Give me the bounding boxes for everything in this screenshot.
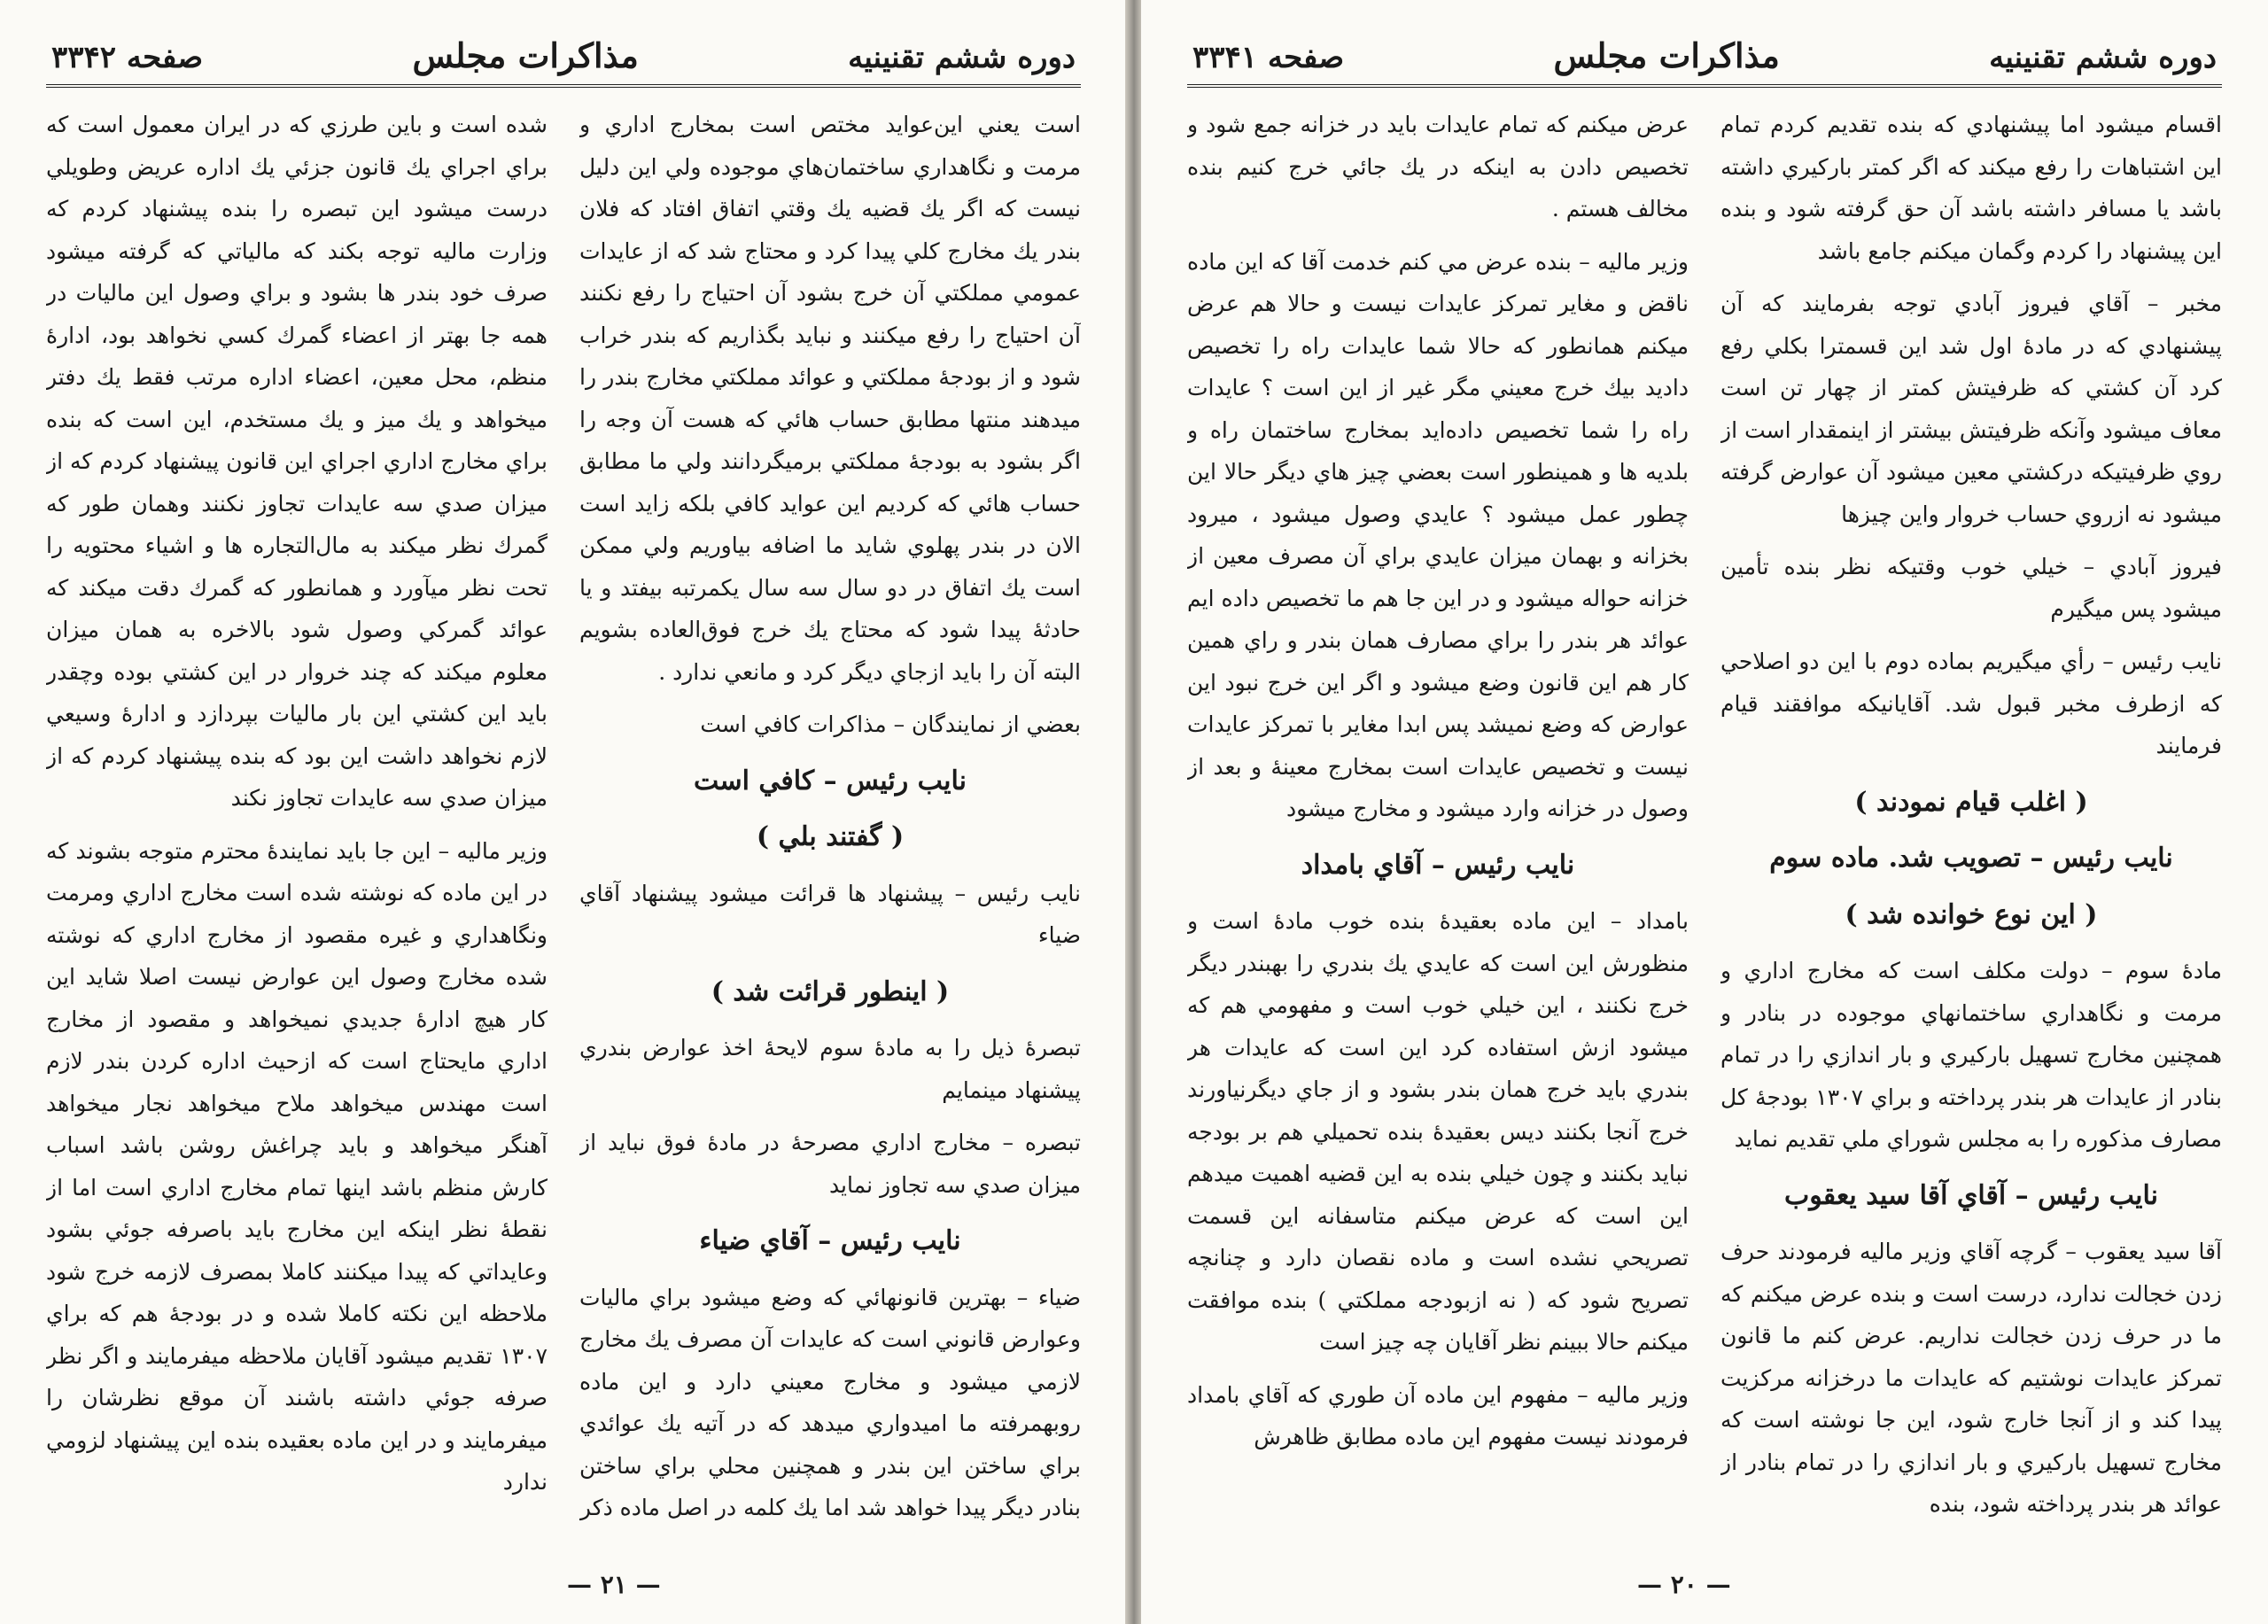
session-label: دوره ششم تقنينيه: [848, 40, 1076, 75]
paragraph: فيروز آبادي – خيلي خوب وقتيكه نظر بنده تأمين ميشود پس ميگيرم: [1720, 554, 2222, 622]
text-column-right: [1720, 104, 2222, 1566]
note-line: ( اينطور قرائت شد ): [711, 975, 950, 1007]
column-container: [1187, 104, 2222, 1566]
page-number: — ۲۱ —: [567, 1570, 661, 1599]
paragraph: عرض ميكنم كه تمام عايدات بايد در خزانه جمع شود و تخصيص دادن به اينكه در يك جائي خرج كنيم بنده مخالف هستم .: [1187, 112, 1689, 221]
note-line: ( اغلب قيام نمودند ): [1854, 786, 2088, 818]
header-title: مذاكرات مجلس: [1553, 35, 1780, 75]
text-column-left: [46, 104, 548, 1566]
paragraph: اقسام ميشود اما پيشنهادي كه بنده تقديم كردم تمام اين اشتباهات را رفع ميكند كه اگر كمتر باركيري داشته باشد يا مسافر داشته باشد آن حق گرفته شود و بنده اين پيشنهاد را كردم وگمان ميكنم جامع باشد: [1720, 112, 2222, 264]
paragraph: تبصره – مخارج اداري مصرحهٔ در مادهٔ فوق نبايد از ميزان صدي سه تجاوز نمايد: [579, 1130, 1081, 1198]
paragraph: بعضي از نمايندگان – مذاكرات كافي است: [700, 711, 1081, 737]
text-column-right: [579, 104, 1081, 1566]
paragraph: وزير ماليه – بنده عرض مي كنم خدمت آقا كه اين ماده ناقض و مغاير تمركز عايدات نيست و حالا هم عرض ميكنم همانطور كه حالا شما عايدات راه را تخصيص داديد بيك خرج معيني مگر غير از اين است ؟ عايدات راه را شما تخصيص داده‌ايد بمخارج ساختمان راه و بلديه ها و همينطور است بعضي چيز هاي ديگر حالا اين چطور عمل ميشود ؟ عايدي وصول ميشود ، ميرود بخزانه و بهمان ميزان عايدي براي آن مصرف معين از خزانه حواله ميشود و در اين جا هم ما تخصيص داده ايم عوائد هر بندر را براي مصارف همان بندر و راي همين كار هم اين قانون وضع ميشود و اگر اين خرج نبود اين عوارض كه وضع نميشد پس ابدا مغاير با تمركز عايدات نيست و تخصيص عايدات است بمخارج معينهٔ و بعد از وصول در خزانه وارد ميشود و مخارج ميشود: [1187, 248, 1689, 821]
paragraph: وزير ماليه – مفهوم اين ماده آن طوري كه آقاي بامداد فرمودند نيست مفهوم اين ماده مطابق ظاهرش: [1187, 1381, 1689, 1449]
paragraph: مادهٔ سوم – دولت مكلف است كه مخارج اداري و مرمت و نگاهداري ساختمانهاي موجوده در بنادر و همچنين مخارج تسهيل باركيري و بار اندازي را در تمام بنادر از عايدات هر بندر پرداخته و براي ۱۳۰۷ بودجهٔ كل مصارف مذكوره را به مجلس شوراي ملي تقديم نمايد: [1720, 958, 2222, 1152]
speaker-line: نايب رئيس – تصويب شد. ماده سوم: [1769, 843, 2173, 874]
speaker-line: نايب رئيس – آقاي بامداد: [1301, 849, 1575, 881]
book-gutter: [1125, 0, 1143, 1624]
page-label: صفحه ۳۳۴۱: [1192, 40, 1345, 75]
note-line: ( گفتند بلي ): [756, 821, 905, 852]
header-title: مذاكرات مجلس: [412, 35, 639, 75]
paragraph: بامداد – اين ماده بعقيدهٔ بنده خوب مادهٔ است و منظورش اين است كه عايدي يك بندري را بهبندر ديگر خرج نكنند ، اين خيلي خوب است و مفهومي هم كه ميشود ازش استفاده كرد اين است كه عايدات هر بندري بايد خرج همان بندر بشود و از جاي ديگرنياورند خرج آنجا بكنند ديس بعقيدهٔ بنده تحميلي هم بر بودجه نبايد بكنند و چون خيلي بنده به اين قضيه اهميت ميدهم اين است كه عرض ميكنم متاسفانه اين قسمت تصريحي نشده است و ماده نقصان دارد و چنانچه تصريح شود كه ( نه ازبودجه مملكتي ) بنده موافقت ميكنم حالا ببينم نظر آقايان چه چيز است: [1187, 908, 1689, 1355]
paragraph: مخبر – آقاي فيروز آبادي توجه بفرمايند كه آن پيشنهادي كه در مادهٔ اول شد اين قسمترا بكلي رفع كرد آن كشتي كه ظرفيتش كمتر از چهار تن است معاف ميشود وآنكه ظرفيتش بيشتر از اينمقدار است از روي ظرفيتيكه دركشتي معين ميشود آن عوارض گرفته ميشود نه ازروي حساب خروار واين چيزها: [1720, 291, 2222, 527]
paragraph: نايب رئيس – پيشنهاد ها قرائت ميشود پيشنهاد آقاي ضياء: [579, 880, 1081, 948]
paragraph: نايب رئيس – رأي ميگيريم بماده دوم با اين دو اصلاحي كه ازطرف مخبر قبول شد. آقايانيكه موافقند قيام فرمايند: [1720, 649, 2222, 758]
paragraph: وزير ماليه – اين جا بايد نمايندهٔ محترم متوجه بشوند كه در اين ماده كه نوشته شده است مخارج اداري ومرمت ونگاهداري و غيره مقصود از مخارج اداري كه نوشته شده مخارج وصول اين عوارض نيست اصلا شايد اين كار هيچ ادارهٔ جديدي نميخواهد و مقصود از مخارج اداري مايحتاج است كه ازحيث اداره كردن بندر لازم است مهندس ميخواهد ملاح ميخواهد نجار ميخواهد آهنگر ميخواهد و بايد چراغش روشن باشد اسباب كارش منظم باشد اينها تمام مخارج اداري است اما از نقطهٔ نظر اينكه اين مخارج بايد باصرفه جوئي بشود وعايداتي كه پيدا ميكنند كاملا بمصرف لازمه خرج شود ملاحظه اين نكته كاملا شده و در بودجهٔ هم كه براي ۱۳۰۷ تقديم ميشود آقايان ملاحظه ميفرمايند و اگر نظر صرفه جوئي داشته باشند آن موقع نظرشان را ميفرمايند و در اين ماده بعقيده بنده اين پيشنهاد لزومي ندارد: [46, 837, 548, 1495]
paragraph: است يعني اين‌عوايد مختص است بمخارج اداري و مرمت و نگاهداري ساختمان‌هاي موجوده ولي اين دليل نيست كه اگر يك قضيه يك وقتي اتفاق افتاد كه فلان بندر يك مخارج كلي پيدا كرد و محتاج شد كه از عايدات عمومي مملكتي آن خرج بشود آن احتياج را رفع نكنند آن احتياج را رفع ميكنند و نبايد بگذاريم كه بندر خراب شود و از بودجهٔ مملكتي و عوائد مملكتي مخارج بندر را ميدهند منتها مطابق حساب هائي كه هست آن وجه را اگر بشود به بودجهٔ مملكتي برميگردانند ولي ما مطابق حساب هائي كه كرديم اين عوايد كافي بلكه زايد است الان در بندر پهلوي شايد ما اضافه بياوريم ولي ممكن است يك اتفاق در دو سال سه سال يكمرتبه بيفتد و يا حادثهٔ پيدا شود كه محتاج يك خرج فوق‌العاده بشويم البته آن را بايد ازجاي ديگر كرد و مانعي ندارد .: [579, 112, 1081, 685]
page-number: — ۲۰ —: [1637, 1570, 1731, 1599]
paragraph: آقا سيد يعقوب – گرچه آقاي وزير ماليه فرمودند حرف زدن خجالت ندارد، درست است و بنده عرض ميكنم كه ما در حرف زدن خجالت نداريم. عرض كنم ما قانون تمركز عايدات نوشتيم كه عايدات ما درخزانه مركزيت پيدا كند و از آنجا خارج شود، اين جا نوشته است كه مخارج تسهيل باركيري و بار اندازي را در تمام بنادر از عوائد هر بندر پرداخته شود، بنده: [1720, 1239, 2222, 1517]
paragraph: شده است و باين طرزي كه در ايران معمول است كه براي اجراي يك قانون جزئي يك اداره عريض وطويلي درست ميشود اين تبصره را بنده پيشنهاد كردم كه وزارت ماليه توجه بكند كه مالياتي كه گرفته ميشود صرف خود بندر ها بشود و براي وصول اين ماليات در همه جا بهتر از اعضاء گمرك كسي نخواهد بود، ادارهٔ منظم، محل معين، اعضاء اداره مرتب فقط يك دفتر ميخواهد و يك ميز و يك مستخدم، اين است كه بنده براي مخارج اداري اجراي اين قانون پيشنهاد كردم كه از ميزان صدي سه عايدات تجاوز نكنند وهمان طور كه گمرك نظر ميكند به مال‌التجاره ها و اشياء محتويه را تحت نظر ميآورد و همانطور كه گمرك دقت ميكند كه عوائد گمركي وصول شود بالاخره به همان ميزان معلوم ميكند كه چند خروار در اين كشتي بوده وچقدر بايد اين كشتي اين بار ماليات بپردازد و ادارهٔ وسيعي لازم نخواهد داشت اين بود كه بنده پيشنهاد كردم كه از ميزان صدي سه عايدات تجاوز نكند: [46, 112, 548, 811]
speaker-line: نايب رئيس – كافي است: [694, 765, 967, 796]
paragraph: تبصرهٔ ذيل را به مادهٔ سوم لايحهٔ اخذ عوارض بندري پيشنهاد مينمايم: [579, 1035, 1081, 1103]
left-page: [0, 0, 1127, 1624]
session-label: دوره ششم تقنينيه: [1989, 40, 2217, 75]
right-page: [1141, 0, 2268, 1624]
page-header: [1187, 35, 2222, 88]
speaker-line: نايب رئيس – آقاي ضياء: [699, 1225, 961, 1256]
page-header: [46, 35, 1081, 88]
note-line: ( اين نوع خوانده شد ): [1845, 898, 2098, 930]
speaker-line: نايب رئيس – آقاي آقا سيد يعقوب: [1784, 1179, 2158, 1211]
paragraph: ضياء – بهترين قانونهائي كه وضع ميشود براي ماليات وعوارض قانوني است كه عايدات آن مصرف يك مخارج لازمي ميشود و مخارج معيني دارد و اين ماده روبهمرفته ما اميدواري ميدهد كه در آتيه يك عوائدي براي ساختن اين بندر و همچنين محلي براي ساختن بنادر ديگر پيدا خواهد شد اما يك كلمه در اصل ماده ذكر: [579, 1284, 1081, 1520]
text-column-left: [1187, 104, 1689, 1566]
column-container: [46, 104, 1081, 1566]
page-label: صفحه ۳۳۴۲: [51, 40, 204, 75]
